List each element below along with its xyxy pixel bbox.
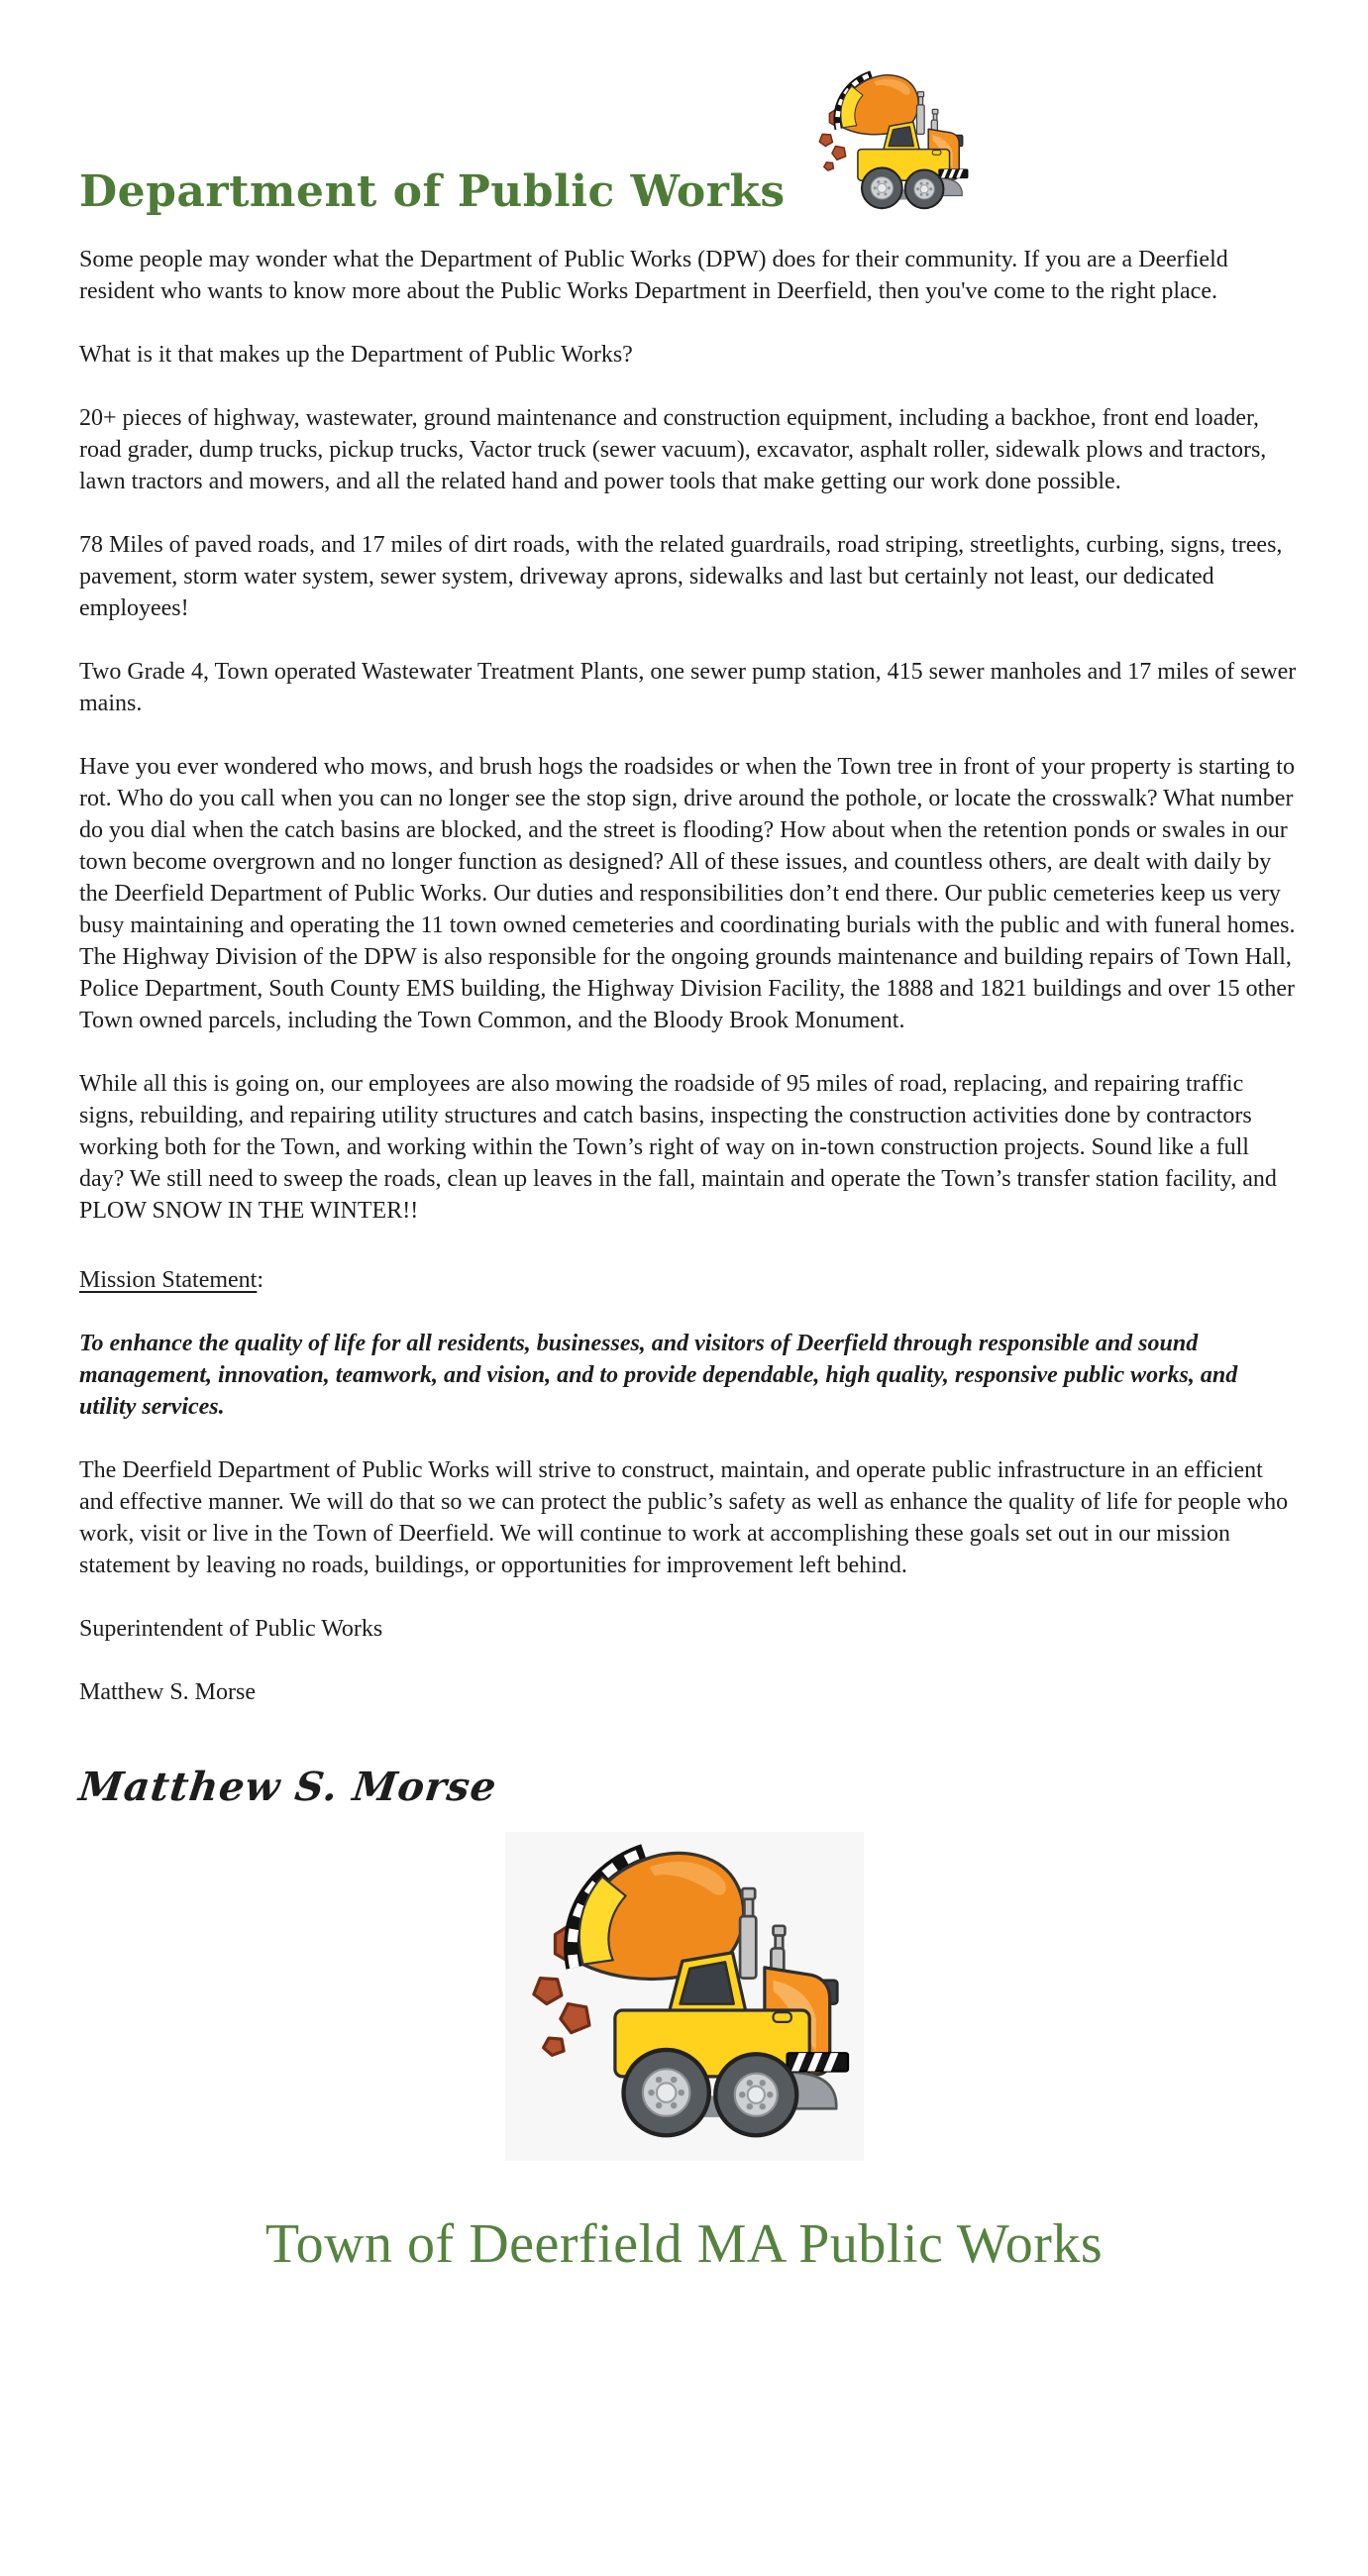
closing-paragraph: The Deerfield Department of Public Works will strive to construct, maintain, and operate public infrastructure in an efficient and effective manner. We will do that so we can protect the public’s safety as well as enhance the quality of life for people who work, visit or live in the Town of Deerfield. We will continue to work at accomplishing these goals set out in our mission statement by leaving no roads, buildings, or opportunities for improvement left behind.	[79, 1457, 1289, 1578]
handwritten-signature: Matthew S. Morse	[76, 1764, 500, 1810]
header	[79, 65, 1299, 216]
body-paragraph: 78 Miles of paved roads, and 17 miles of dirt roads, with the related guardrails, road striping, streetlights, curbing, signs, trees, pavement, storm water system, sewer system, driveway aprons, sidewalks and last but certainly not least, our dedicated employees!	[79, 532, 1283, 621]
body-paragraph: Two Grade 4, Town operated Wastewater Treatment Plants, one sewer pump station, 415 sewer manholes and 17 miles of sewer mains.	[79, 659, 1297, 716]
mission-statement-text: To enhance the quality of life for all residents, businesses, and visitors of Deerfield through responsible and sound management, innovation, teamwork, and vision, and to provide dependable, high quality, responsive public works, and utility services.	[79, 1331, 1238, 1420]
body-paragraph: What is it that makes up the Department of Public Works?	[79, 342, 633, 368]
loader-truck-illustration	[505, 1832, 864, 2161]
body-paragraph: While all this is going on, our employees are also mowing the roadside of 95 miles of road, replacing, and repairing traffic signs, rebuilding, and repairing utility structures and catch basins, inspecting the construction activities done by contractors working both for the Town, and working within the Town’s right of way on in-town construction projects. Sound like a full day? We still need to sweep the roads, clean up leaves in the fall, maintain and operate the Town’s transfer station facility, and PLOW SNOW IN THE WINTER!!	[79, 1071, 1277, 1224]
mission-statement-heading	[79, 1264, 1299, 1296]
article-body	[76, 244, 1299, 1810]
body-paragraph: 20+ pieces of highway, wastewater, ground maintenance and construction equipment, including a backhoe, front end loader, road grader, dump trucks, pickup trucks, Vactor truck (sewer vacuum), excavator, asphalt roller, sidewalk plows and tractors, lawn tractors and mowers, and all the related hand and power tools that make getting our work done possible.	[79, 405, 1267, 494]
body-paragraph: Some people may wonder what the Department of Public Works (DPW) does for their community. If you are a Deerfield resident who wants to know more about the Public Works Department in Deerfield, then you've come to the right place.	[79, 247, 1228, 304]
page-title: Department of Public Works	[79, 165, 786, 217]
mission-heading-colon: :	[257, 1267, 264, 1293]
footer-caption: Town of Deerfield MA Public Works	[264, 2213, 1104, 2275]
body-paragraph: Have you ever wondered who mows, and brush hogs the roadsides or when the Town tree in front of your property is starting to rot. Who do you call when you can no longer see the stop sign, drive around the pothole, or locate the crosswalk? What number do you dial when the catch basins are blocked, and the street is flooding? How about when the retention ponds or swales in our town become overgrown and no longer function as designed? All of these issues, and countless others, are dealt with daily by the Deerfield Department of Public Works. Our duties and responsibilities don’t end there. Our public cemeteries keep us very busy maintaining and operating the 11 town owned cemeteries and coordinating burials with the public and with funeral homes. The Highway Division of the DPW is also responsible for the ongoing grounds maintenance and building repairs of Town Hall, Police Department, South County EMS building, the Highway Division Facility, the 1888 and 1821 buildings and over 15 other Town owned parcels, including the Town Common, and the Bloody Brook Monument.	[79, 754, 1296, 1033]
loader-truck-icon	[807, 69, 974, 216]
superintendent-role-line: Superintendent of Public Works	[79, 1616, 383, 1642]
mission-heading-label: Mission Statement	[79, 1267, 258, 1293]
superintendent-name-line: Matthew S. Morse	[79, 1679, 256, 1705]
